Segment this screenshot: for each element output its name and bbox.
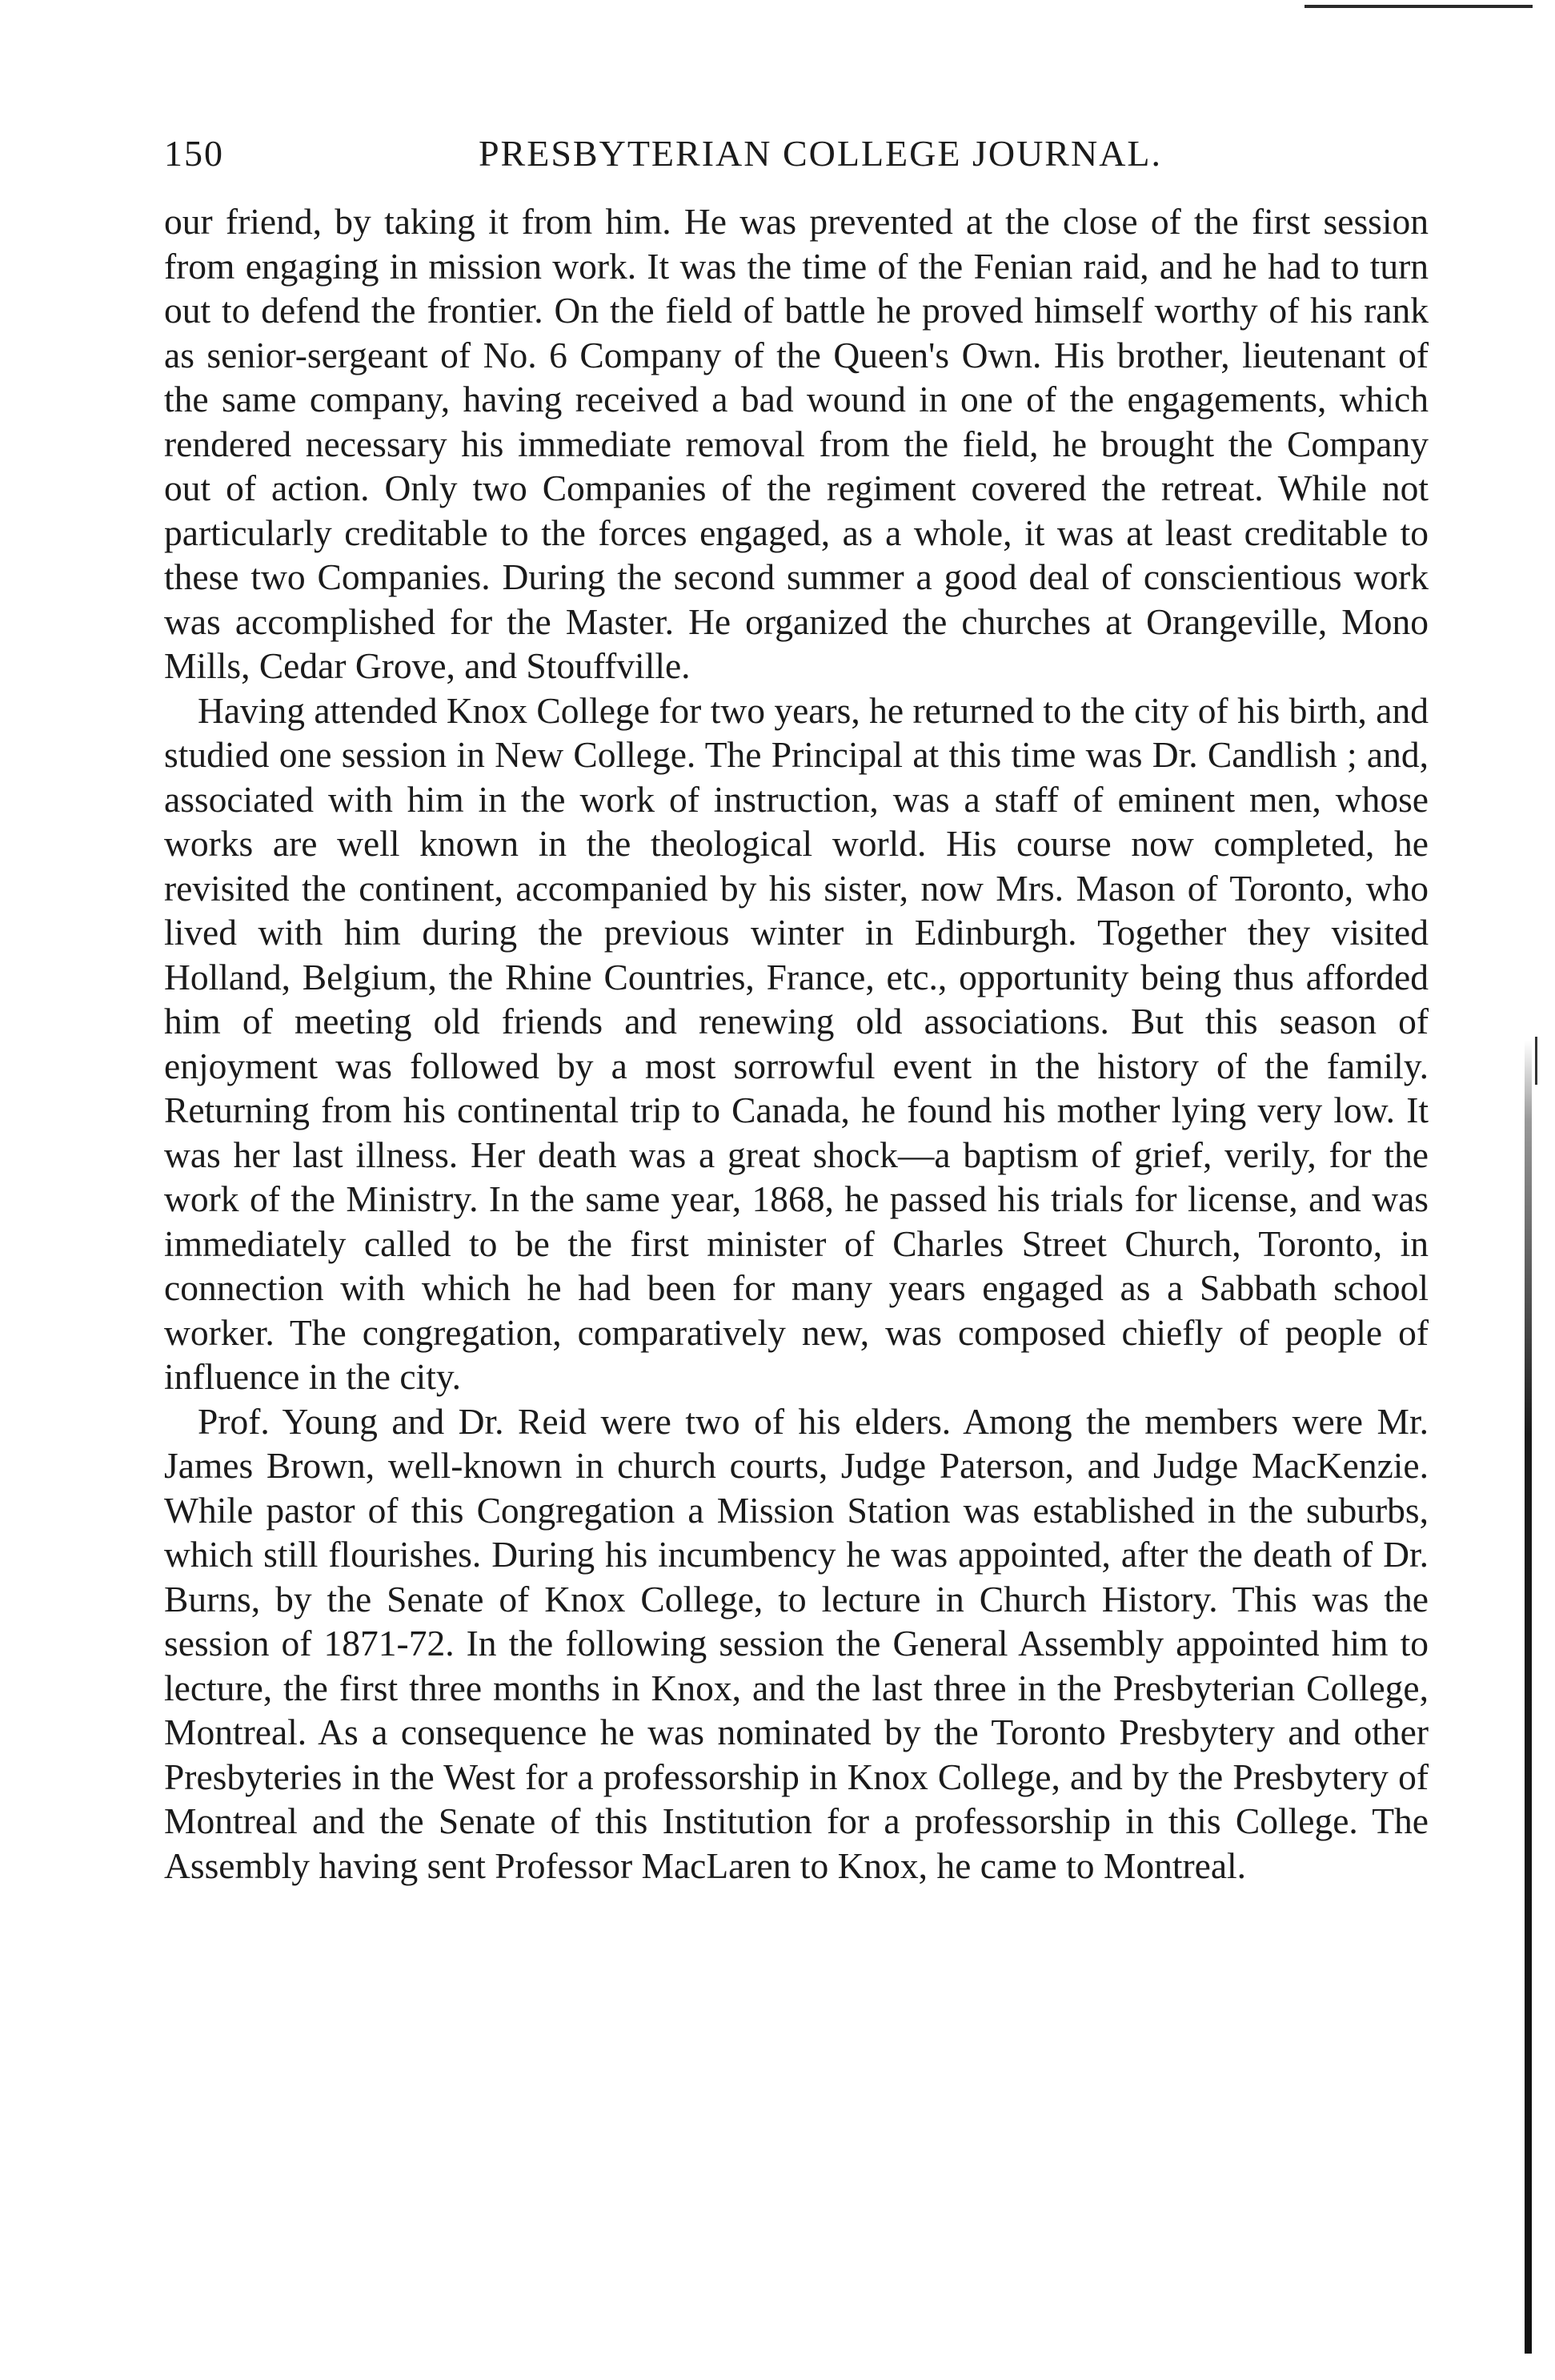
- paragraph-3: Prof. Young and Dr. Reid were two of his elders. Among the members were Mr. James Brown, well-known in church courts, Judge Paterson, and Judge MacKenzie. While pastor of this Congregation a Mission Station was established in the suburbs, which still flourishes. During his incumbency he was appointed, after the death of Dr. Burns, by the Senate of Knox College, to lecture in Church History. This was the session of 1871-72. In the following session the General Assembly appointed him to lecture, the first three months in Knox, and the last three in the Presbyterian College, Montreal. As a consequence he was nominated by the Toronto Presbytery and other Presbyteries in the West for a professorship in Knox College, and by the Presbytery of Montreal and the Senate of this Institution for a professorship in this College. The Assembly having sent Professor MacLaren to Knox, he came to Montreal.: [164, 1400, 1429, 1886]
- running-title: PRESBYTERIAN COLLEGE JOURNAL.: [478, 133, 1163, 174]
- running-head: [164, 132, 1429, 182]
- scan-page-edge-shadow: [1525, 1041, 1532, 2354]
- paragraph-2: Having attended Knox College for two years, he returned to the city of his birth, and studied one session in New College. The Principal at this time was Dr. Candlish ; and, associated with him in the work of instruction, was a staff of eminent men, whose works are well known in the theological world. His course now completed, he revisited the continent, accompanied by his sister, now Mrs. Mason of Toronto, who lived with him during the previous winter in Edinburgh. Together they visited Holland, Belgium, the Rhine Countries, France, etc., opportunity being thus afforded him of meeting old friends and renewing old associations. But this season of enjoyment was followed by a most sorrowful event in the history of the family. Returning from his continental trip to Canada, he found his mother lying very low. It was her last illness. Her death was a great shock—a baptism of grief, verily, for the work of the Ministry. In the same year, 1868, he passed his trials for license, and was immediately called to be the first minister of Charles Street Church, Toronto, in connection with which he had been for many years engaged as a Sabbath school worker. The congregation, comparatively new, was composed chiefly of people of influence in the city.: [164, 689, 1429, 1397]
- article-body: [164, 199, 1429, 1888]
- paragraph-1: our friend, by taking it from him. He was prevented at the close of the first session from engaging in mission work. It was the time of the Fenian raid, and he had to turn out to defend the frontier. On the field of battle he proved himself worthy of his rank as senior-sergeant of No. 6 Company of the Queen's Own. His brother, lieutenant of the same company, having received a bad wound in one of the engagements, which rendered necessary his immediate removal from the field, he brought the Company out of action. Only two Companies of the regiment covered the retreat. While not particularly creditable to the forces engaged, as a whole, it was at least creditable to these two Companies. During the second summer a good deal of conscientious work was accomplished for the Master. He organized the churches at Orangeville, Mono Mills, Cedar Grove, and Stouffville.: [164, 201, 1429, 686]
- journal-page: [164, 132, 1429, 1888]
- page-number: 150: [164, 133, 224, 174]
- scan-edge-mark: [1535, 1037, 1537, 1085]
- scan-top-rule: [1305, 5, 1533, 8]
